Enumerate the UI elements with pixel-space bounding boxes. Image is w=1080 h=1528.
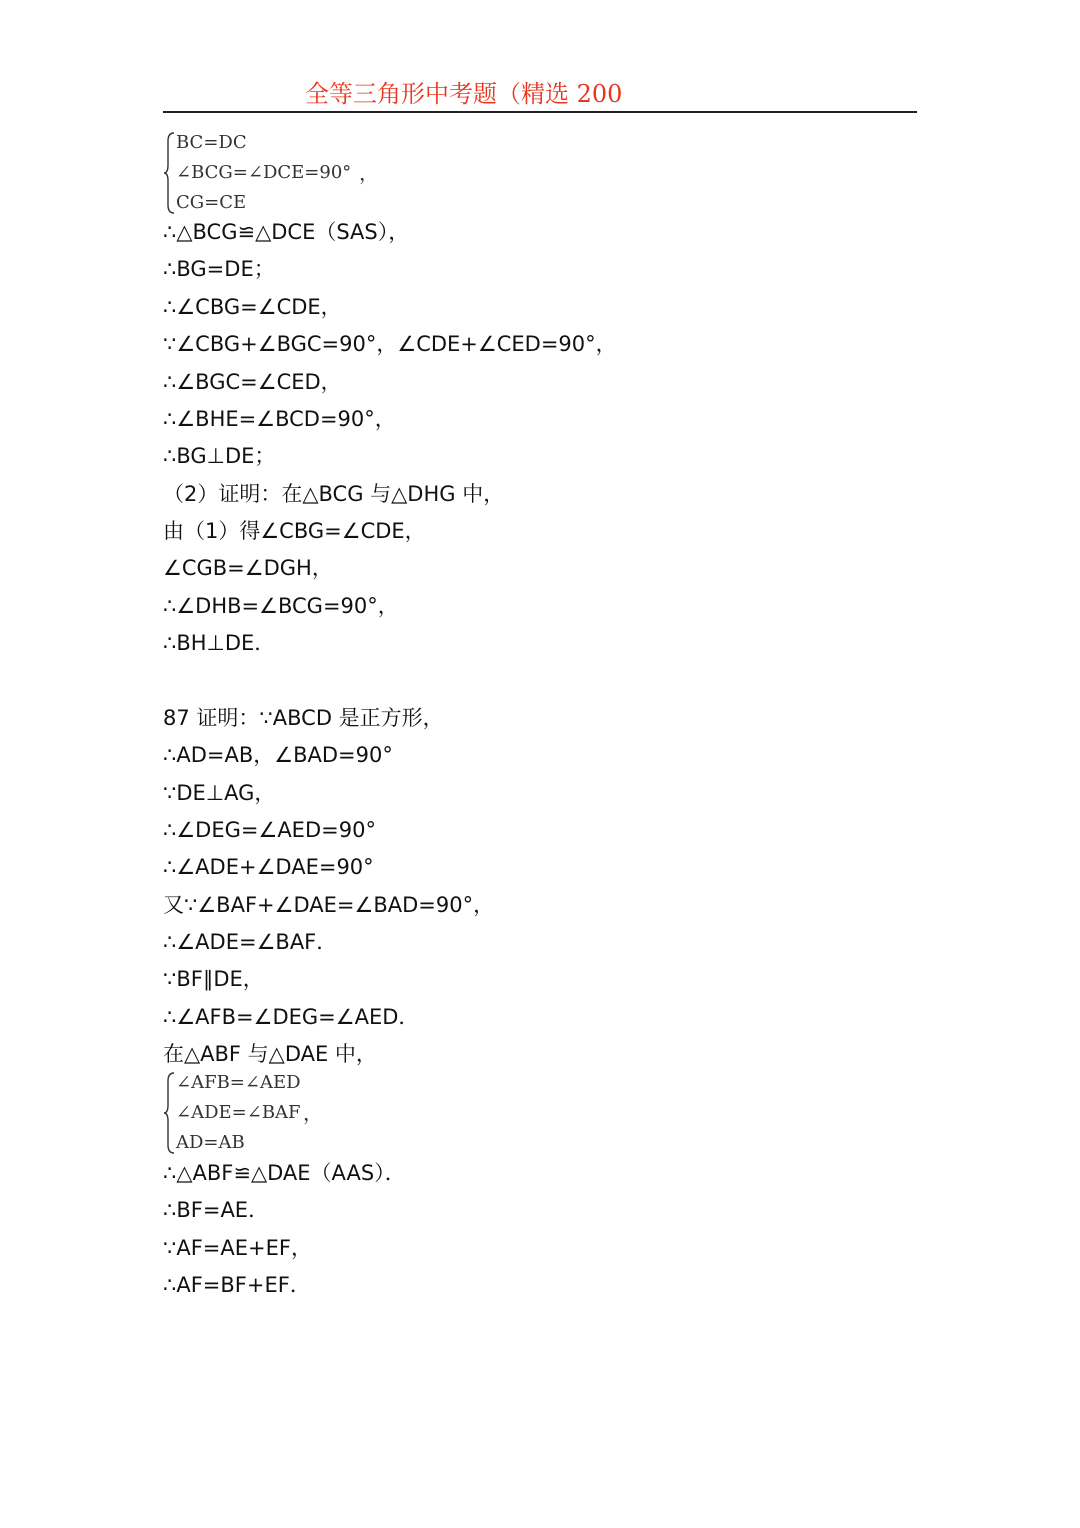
equation-system-sas (163, 131, 423, 221)
proof-line: 在△ABF 与△DAE 中， (163, 1042, 377, 1066)
proof-line: ∵AF=AE+EF， (163, 1236, 312, 1260)
proof-line: 由（1）得∠CBG=∠CDE， (163, 519, 426, 543)
proof-line: （2）证明：在△BCG 与△DHG 中， (163, 482, 505, 506)
proof-line: ∴∠CBG=∠CDE， (163, 295, 342, 319)
proof-line: ∠CGB=∠DGH， (163, 556, 333, 580)
proof-line: ∵DE⊥AG， (163, 781, 276, 805)
proof-line: 87 证明：∵ABCD 是正方形， (163, 706, 444, 730)
proof-line: ∴∠BHE=∠BCD=90°， (163, 407, 396, 431)
left-brace-icon (163, 131, 175, 215)
proof-line: ∴BG⊥DE； (163, 444, 276, 468)
proof-line: ∴BF=AE． (163, 1198, 270, 1222)
proof-line: ∴∠DEG=∠AED=90° (163, 818, 376, 842)
proof-line: ∴△ABF≌△DAE（AAS）． (163, 1161, 406, 1185)
system-row: AD=AB (176, 1132, 245, 1153)
proof-line: ∴∠DHB=∠BCG=90°， (163, 594, 399, 618)
proof-line: ∵BF∥DE， (163, 967, 264, 991)
left-brace-icon (163, 1071, 175, 1155)
title-divider (163, 111, 917, 113)
system-row: ∠ADE=∠BAF (176, 1102, 301, 1123)
equation-system-aas (163, 1071, 423, 1161)
system-row: CG=CE (176, 192, 247, 213)
proof-line: ∵∠CBG+∠BGC=90°，∠CDE+∠CED=90°， (163, 332, 617, 356)
system-row: ∠BCG=∠DCE=90° (176, 162, 352, 183)
system-trailing-comma: ， (359, 161, 379, 185)
page-title: 全等三角形中考题（精选 200 (305, 80, 623, 108)
proof-line: ∴∠ADE=∠BAF． (163, 930, 338, 954)
proof-line: ∴AF=BF+EF． (163, 1273, 311, 1297)
proof-line: 又∵∠BAF+∠DAE=∠BAD=90°， (163, 893, 495, 917)
proof-line: ∴∠BGC=∠CED， (163, 370, 342, 394)
system-trailing-comma: ， (303, 1101, 323, 1125)
proof-line: ∴BG=DE； (163, 257, 275, 281)
system-row: ∠AFB=∠AED (176, 1072, 301, 1093)
proof-line: ∴∠AFB=∠DEG=∠AED． (163, 1005, 420, 1029)
proof-line: ∴AD=AB，∠BAD=90° (163, 743, 393, 767)
proof-line: ∴△BCG≌△DCE（SAS）， (163, 220, 410, 244)
proof-line: ∴∠ADE+∠DAE=90° (163, 855, 374, 879)
proof-line: ∴BH⊥DE． (163, 631, 276, 655)
system-row: BC=DC (176, 132, 247, 153)
